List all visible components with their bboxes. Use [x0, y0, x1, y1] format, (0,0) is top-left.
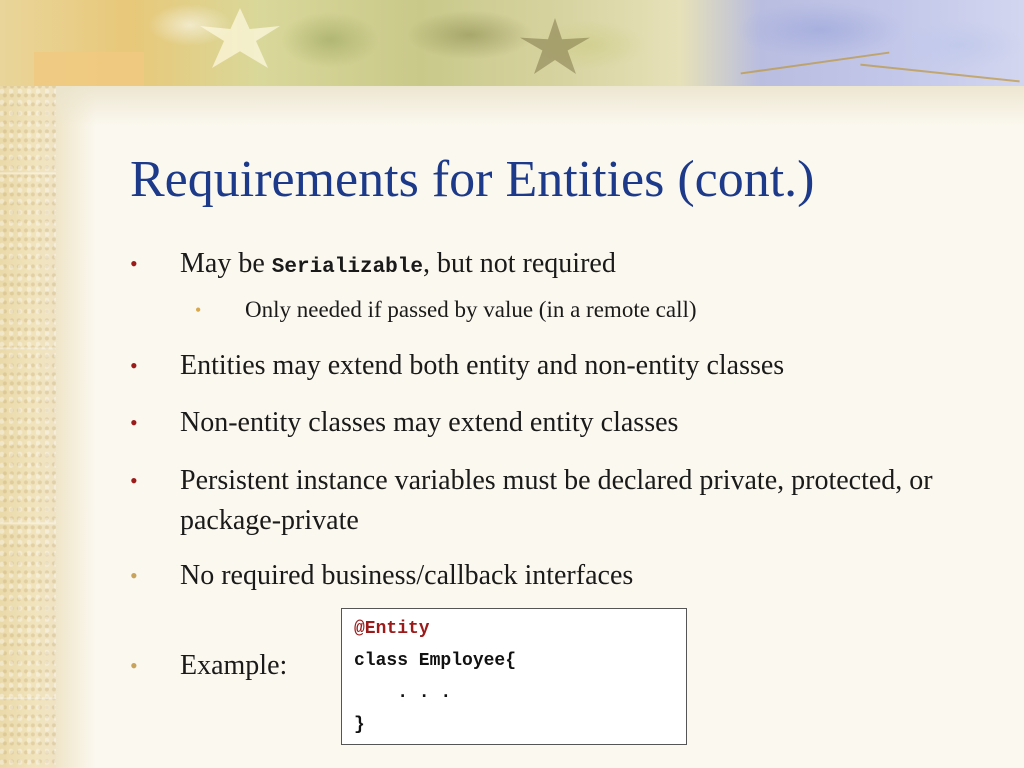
bullet-text: Entities may extend both entity and non-entity classes: [180, 350, 785, 381]
sub-bullet-text: Only needed if passed by value (in a remote call): [245, 297, 697, 322]
bullet-text: Non-entity classes may extend entity classes: [180, 407, 679, 438]
bullet-icon: •: [130, 468, 138, 493]
bullet-icon: •: [130, 563, 138, 588]
code-line: class Employee{: [354, 651, 517, 671]
code-example-box: [341, 608, 687, 745]
code-annotation: @Entity: [354, 619, 430, 639]
slide-title: Requirements for Entities (cont.): [130, 151, 815, 208]
bullet-text-prefix: May be: [180, 248, 272, 279]
code-line: }: [354, 715, 365, 735]
code-line: . . .: [354, 683, 452, 703]
background-accent-box: [34, 52, 144, 86]
bullet-icon: •: [130, 410, 138, 435]
bullet-icon: •: [130, 251, 138, 276]
bullet-text: No required business/callback interfaces: [180, 560, 634, 591]
bullet-icon: •: [130, 353, 138, 378]
background-left-stripe: [0, 0, 56, 768]
background-top-fade: [56, 86, 1024, 126]
sub-bullet-icon: •: [195, 300, 202, 320]
bullet-text: Example:: [180, 650, 288, 681]
bullet-icon: •: [130, 653, 138, 678]
background-top-band: [0, 0, 1024, 86]
inline-code: Serializable: [271, 256, 423, 279]
bullet-text-suffix: , but not required: [423, 248, 616, 279]
bullet-text: Persistent instance variables must be declared private, protected, or package-private: [180, 465, 933, 536]
bullet-text: [180, 244, 616, 288]
